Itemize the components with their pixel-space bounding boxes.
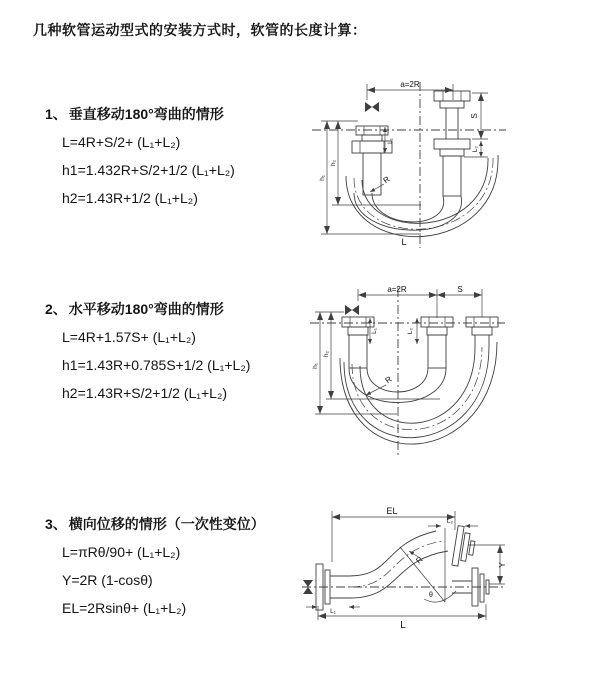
dimension-lines xyxy=(306,511,505,620)
diagram-vertical-180-bend xyxy=(306,75,532,255)
valve-icon xyxy=(365,102,379,112)
angle-label: θ xyxy=(429,592,433,599)
radius-label: R xyxy=(381,174,392,186)
page-title: 几种软管运动型式的安装方式时，软管的长度计算： xyxy=(33,22,367,38)
construction-lines xyxy=(400,528,456,602)
dim-label-l: L xyxy=(401,237,407,247)
upper-flange-displaced xyxy=(452,526,477,568)
dimension-lines xyxy=(321,84,488,234)
formula-list xyxy=(62,132,345,208)
dim-label-l1: L₁ xyxy=(387,138,394,144)
dim-label-l1: L₁ xyxy=(371,328,378,334)
radius-label: R xyxy=(414,554,425,566)
dim-label-l2: L₂ xyxy=(407,327,414,335)
diagram-horizontal-180-bend xyxy=(306,283,510,463)
dim-label-h2: h₂ xyxy=(323,350,330,358)
dim-label-s: S xyxy=(470,113,479,119)
section-number: 3、 xyxy=(45,516,67,532)
dim-label-l: L xyxy=(400,620,406,631)
formula-EL: EL=2Rsinθ+ (L₁+L₂) xyxy=(62,600,187,616)
dim-label-a2r: a=2R xyxy=(400,80,420,89)
section-horizontal-180 xyxy=(45,299,345,403)
right-hose-fitting-moved xyxy=(466,317,498,347)
braided-section xyxy=(428,335,446,368)
section-heading-text: 水平移动180°弯曲的情形 xyxy=(68,301,224,317)
middle-hose-fitting xyxy=(421,317,453,368)
section-vertical-180 xyxy=(45,104,345,208)
section-heading-text: 横向位移的情形（一次性变位） xyxy=(68,516,265,532)
dim-label-h2: h₂ xyxy=(330,159,337,167)
formula-L: L=πRθ/90+ (L₁+L₂) xyxy=(62,544,181,560)
formula-L: L=4R+S/2+ (L₁+L₂) xyxy=(62,134,181,150)
formula-h2: h2=1.43R+1/2 (L₁+L₂) xyxy=(62,190,198,206)
right-hose-fitting-lower xyxy=(434,139,470,196)
dim-label-s: S xyxy=(457,285,463,294)
formula-h2: h2=1.43R+S/2+1/2 (L₁+L₂) xyxy=(62,385,228,401)
dim-label-y: Y xyxy=(498,562,507,568)
dim-label-l2: L₂ xyxy=(472,145,479,153)
dim-label-a2r: a=2R xyxy=(387,285,407,294)
hose-u-curves xyxy=(346,155,498,237)
dimension-lines xyxy=(315,289,482,414)
dim-label-l1: L₁ xyxy=(330,608,336,615)
hose-u-curves xyxy=(340,342,497,444)
left-hose-fitting xyxy=(342,317,374,368)
dim-label-h1: h₁ xyxy=(319,175,326,181)
dim-label-l2: L₂ xyxy=(446,518,454,525)
radius-label: R xyxy=(383,374,394,386)
section-number: 1、 xyxy=(45,106,67,122)
right-hose-fitting-upper xyxy=(434,91,470,139)
valve-icon xyxy=(345,305,359,315)
section-heading-text: 垂直移动180°弯曲的情形 xyxy=(68,106,224,122)
section-number: 2、 xyxy=(45,301,67,317)
braided-section xyxy=(443,156,461,196)
dim-label-el: EL xyxy=(386,506,398,516)
formula-L: L=4R+1.57S+ (L₁+L₂) xyxy=(62,329,196,345)
braided-section xyxy=(363,153,381,195)
formula-h1: h1=1.43R+0.785S+1/2 (L₁+L₂) xyxy=(62,357,251,373)
dim-label-h1: h₁ xyxy=(312,363,319,369)
braided-section xyxy=(349,335,367,368)
formula-Y: Y=2R (1-cosθ) xyxy=(62,572,153,588)
formula-list xyxy=(62,327,345,403)
section-heading xyxy=(45,104,345,124)
diagram-lateral-displacement xyxy=(300,505,515,647)
formula-h1: h1=1.432R+S/2+1/2 (L₁+L₂) xyxy=(62,162,235,178)
section-heading xyxy=(45,299,345,319)
